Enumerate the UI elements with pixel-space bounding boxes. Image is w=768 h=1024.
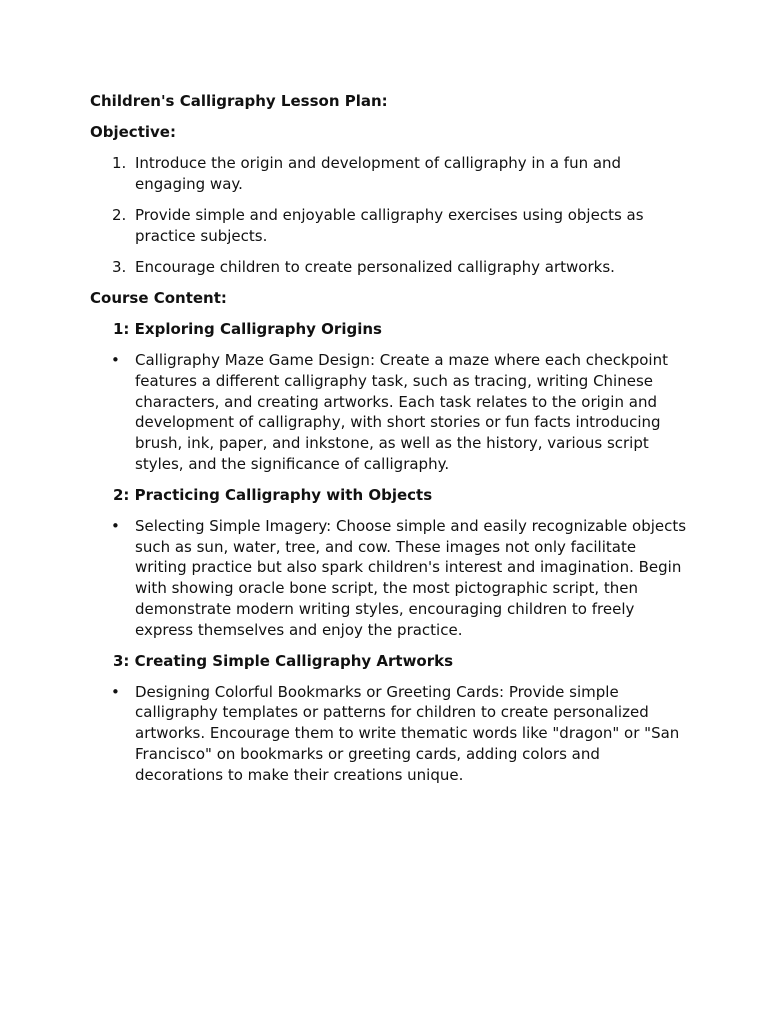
objective-text: Provide simple and enjoyable calligraphy exercises using objects as practice subjects. (135, 206, 644, 245)
bullet-marker: • (111, 351, 120, 369)
document-page (90, 91, 690, 796)
course-content-heading: Course Content: (90, 289, 227, 307)
objective-item (90, 205, 690, 247)
section-heading: 3: Creating Simple Calligraphy Artworks (113, 651, 454, 670)
objective-list (90, 153, 690, 278)
objective-item (90, 153, 690, 195)
bullet-marker: • (111, 682, 120, 701)
objective-heading: Objective: (90, 123, 176, 141)
bullet-marker: • (111, 516, 120, 535)
objective-number: 2. (112, 206, 127, 224)
document-title: Children's Calligraphy Lesson Plan: (90, 92, 388, 110)
section-heading: 1: Exploring Calligraphy Origins (113, 320, 382, 338)
objective-text: Encourage children to create personalized calligraphy artworks. (135, 258, 615, 276)
section-bullet-text: Selecting Simple Imagery: Choose simple and easily recognizable objects such as sun, water, tree, and cow. These images not only facilitate writing practice but also spark children's interest and imagination. Begin with showing oracle bone script, the most pictographic script, then demonstrate modern writing styles, encouraging children to freely express themselves and enjoy the practice. (135, 516, 687, 639)
section-bullet-text: Calligraphy Maze Game Design: Create a maze where each checkpoint features a different calligraphy task, such as tracing, writing Chinese characters, and creating artworks. Each task relates to the origin and development of calligraphy, with short stories or fun facts introducing brush, ink, paper, and inkstone, as well as the history, various script styles, and the significance of calligraphy. (135, 351, 668, 473)
section-bullet-item (90, 682, 690, 786)
objective-number: 1. (112, 154, 127, 172)
section-heading: 2: Practicing Calligraphy with Objects (113, 485, 433, 504)
section-bullet-item (90, 350, 690, 475)
section-bullet-text: Designing Colorful Bookmarks or Greeting Cards: Provide simple calligraphy templates or patterns for children to create personalized artworks. Encourage them to write thematic words like "dragon" or "San Francisco" on bookmarks or greeting cards, adding colors and decorations to make their creations unique. (135, 682, 680, 784)
section-bullet-item (90, 516, 690, 641)
objective-text: Introduce the origin and development of calligraphy in a fun and engaging way. (135, 154, 622, 193)
objective-item (90, 257, 690, 278)
objective-number: 3. (112, 258, 127, 276)
